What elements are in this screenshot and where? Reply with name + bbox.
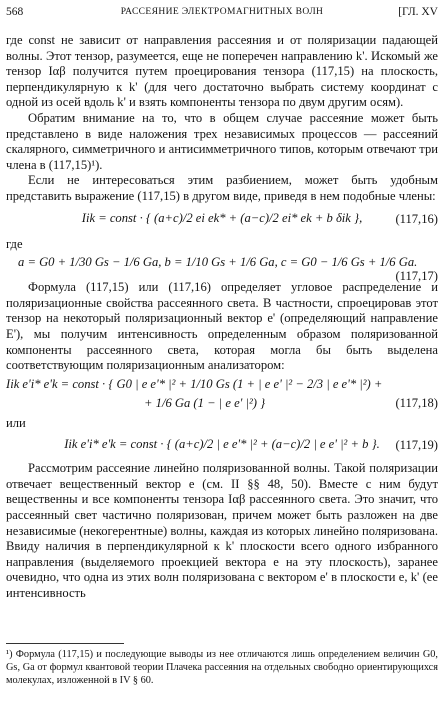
equation-number: (117,18) bbox=[395, 395, 438, 410]
page-number: 568 bbox=[6, 6, 24, 18]
equation-117-16 bbox=[6, 205, 438, 235]
text-body bbox=[6, 33, 438, 602]
paragraph: Обратим внимание на то, что в общем случае рассеяние может быть представлено в виде наложения трех независимых процессов — рассеяний скалярного, симметричного и антисимметричного типов, которым отвечают три члена в (117,15)¹). bbox=[6, 110, 438, 172]
equation-formula: Iik = const · { (a+c)/2 ei ek* + (a−c)/2 ei* ek + b δik }, bbox=[81, 210, 363, 225]
chapter-label: [ГЛ. XV bbox=[398, 6, 438, 18]
paragraph: где const не зависит от направления рассеяния и от поляризации падающей волны. Этот тензор, разумеется, еще не поперечен направлению k'. Искомый же тензор Iαβ получится путем проецирования тензора (117,15) на плоскость, перпендикулярную к k' (для чего достаточно выбрать систему координат с одной из осей вдоль k' и взять компоненты тензора по двум другим осям). bbox=[6, 33, 438, 110]
connective-word: или bbox=[6, 415, 26, 430]
footnote: ¹) Формула (117,15) и последующие выводы из нее отличаются лишь определением величин G0, Gs, Ga от формул квантовой теории Плачека рассеяния на отдельных свободно ориентирующихся молекулах, изложенной в IV § 60. bbox=[6, 649, 438, 686]
equation-formula-line-2: + 1/6 Ga (1 − | e e' |²) } bbox=[144, 395, 266, 410]
equation-formula: a = G0 + 1/30 Gs − 1/6 Ga, b = 1/10 Gs + 1/6 Ga, c = G0 − 1/6 Gs + 1/6 Ga. bbox=[18, 255, 418, 270]
paragraph: Формула (117,15) или (117,16) определяет угловое распределение и поляризационные свойства рассеянного света. В частности, спроецировав этот тензор на некоторый поляризационный вектор e' (определяющий направление E'), мы получим интенсивность определенным образом поляризованной компоненты рассеянного света, которая могла бы быть выделена соответствующим поляризационным анализатором: bbox=[6, 280, 438, 373]
equation-formula: Iik e'i* e'k = const · { (a+c)/2 | e e'* |² + (a−c)/2 | e e' |² + b }. bbox=[64, 437, 380, 452]
equation-117-19 bbox=[6, 431, 438, 461]
equation-117-18 bbox=[6, 374, 438, 414]
running-title: РАССЕЯНИЕ ЭЛЕКТРОМАГНИТНЫХ ВОЛН bbox=[120, 7, 324, 17]
equation-number: (117,17) bbox=[395, 269, 438, 284]
paragraph: Рассмотрим рассеяние линейно поляризованной волны. Такой поляризации отвечает вещественный вектор e (см. II §§ 48, 50). Вместе с ним будут вещественны и все компоненты тензора Iαβ рассеянного света. Это значит, что рассеянный свет частично поляризован, причем может быть разложен на две независимые (некогерентные) волны, каждая из которых линейно поляризована. Ввиду наличия в перпендикулярной к k' плоскости всего одного избранного направления (выделяемого проекцией вектора e на эту плоскость), заранее очевидно, что одна из этих волн поляризована с вектором e' в плоскости e, k' (ее интенсивность bbox=[6, 461, 438, 601]
equation-number: (117,19) bbox=[395, 438, 438, 453]
running-header bbox=[6, 3, 438, 23]
page bbox=[6, 0, 438, 718]
equation-117-17 bbox=[6, 252, 438, 284]
equation-formula-line-1: Iik e'i* e'k = const · { G0 | e e'* |² + 1/10 Gs (1 + | e e' |² − 2/3 | e e'* |²) + bbox=[6, 376, 383, 391]
footnote-rule bbox=[6, 643, 124, 644]
connective-word: где bbox=[6, 236, 23, 251]
paragraph: Если не интересоваться этим разбиением, может быть удобным представить выражение (117,15) в другом виде, приведя в нем подобные члены: bbox=[6, 173, 438, 203]
equation-number: (117,16) bbox=[395, 211, 438, 226]
